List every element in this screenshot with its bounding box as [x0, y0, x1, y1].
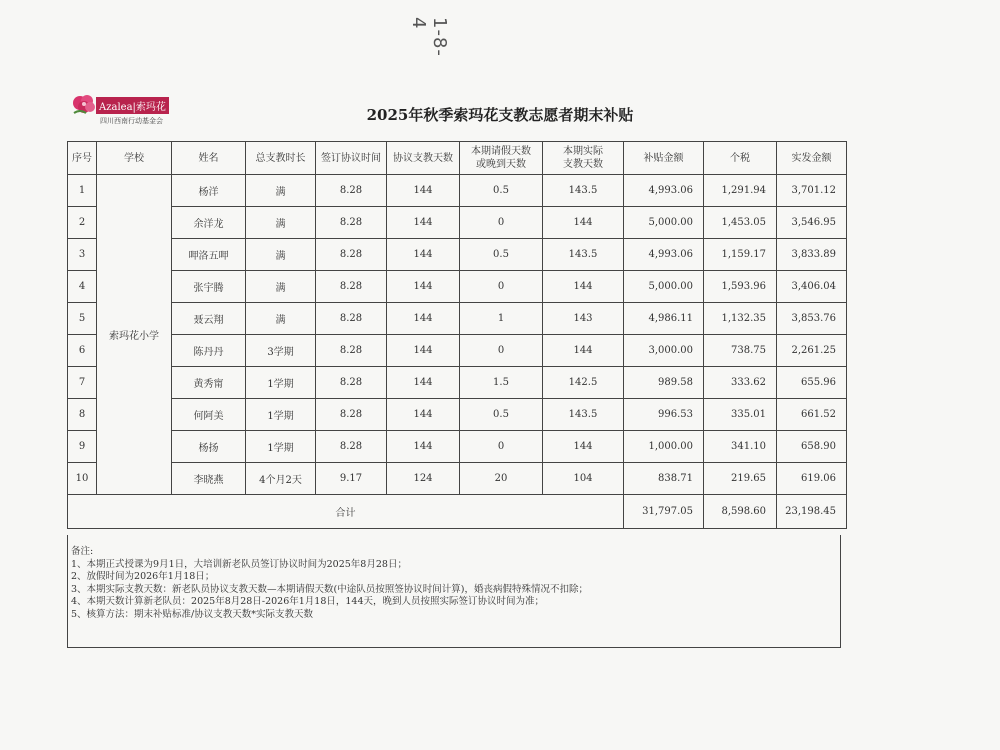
cell-leave-days: 1.5 [460, 367, 543, 399]
total-subsidy: 31,797.05 [624, 495, 704, 529]
cell-subsidy: 5,000.00 [624, 207, 704, 239]
cell-leave-days: 0.5 [460, 399, 543, 431]
cell-actual-days: 144 [543, 207, 624, 239]
cell-tax: 219.65 [704, 463, 777, 495]
cell-tax: 333.62 [704, 367, 777, 399]
cell-net: 3,546.95 [777, 207, 847, 239]
cell-agreed-days: 144 [387, 175, 460, 207]
cell-actual-days: 143.5 [543, 239, 624, 271]
cell-agreed-days: 144 [387, 399, 460, 431]
cell-subsidy: 5,000.00 [624, 271, 704, 303]
cell-net: 3,853.76 [777, 303, 847, 335]
logo-text: Azalea|索玛花 [96, 97, 169, 114]
cell-duration: 4个月2天 [246, 463, 316, 495]
table-header-cell: 姓名 [172, 142, 246, 175]
cell-name: 张宇腾 [172, 271, 246, 303]
table-row [68, 335, 847, 367]
cell-agreed-days: 144 [387, 431, 460, 463]
row-number: 5 [68, 303, 97, 335]
cell-duration: 1学期 [246, 431, 316, 463]
logo-name-en: Azalea [99, 101, 133, 113]
table-row [68, 463, 847, 495]
cell-tax: 738.75 [704, 335, 777, 367]
table-row [68, 271, 847, 303]
cell-name: 何阿美 [172, 399, 246, 431]
cell-sign-date: 8.28 [316, 175, 387, 207]
cell-actual-days: 143.5 [543, 399, 624, 431]
cell-sign-date: 8.28 [316, 239, 387, 271]
cell-duration: 满 [246, 239, 316, 271]
row-number: 6 [68, 335, 97, 367]
cell-name: 李晓燕 [172, 463, 246, 495]
table-header-cell: 序号 [68, 142, 97, 175]
subsidy-table [67, 141, 847, 529]
cell-agreed-days: 144 [387, 367, 460, 399]
cell-leave-days: 0.5 [460, 175, 543, 207]
note-line: 4、本期天数计算新老队员：2025年8月28日-2026年1月18日，144天，晚到人员按照实际签订协议时间为准； [71, 596, 545, 608]
cell-duration: 满 [246, 303, 316, 335]
cell-duration: 满 [246, 175, 316, 207]
total-label: 合计 [68, 495, 624, 529]
cell-duration: 满 [246, 271, 316, 303]
table-header-row [68, 142, 847, 175]
row-number: 10 [68, 463, 97, 495]
cell-sign-date: 8.28 [316, 399, 387, 431]
cell-duration: 1学期 [246, 399, 316, 431]
cell-net: 3,701.12 [777, 175, 847, 207]
cell-net: 3,833.89 [777, 239, 847, 271]
cell-name: 陈丹丹 [172, 335, 246, 367]
cell-actual-days: 144 [543, 271, 624, 303]
cell-tax: 335.01 [704, 399, 777, 431]
total-tax: 8,598.60 [704, 495, 777, 529]
logo-name-cn: 索玛花 [135, 101, 166, 113]
cell-net: 2,261.25 [777, 335, 847, 367]
cell-name: 余洋龙 [172, 207, 246, 239]
table-row [68, 239, 847, 271]
school-cell: 索玛花小学 [97, 175, 172, 495]
cell-name: 聂云翔 [172, 303, 246, 335]
cell-tax: 1,593.96 [704, 271, 777, 303]
cell-subsidy: 1,000.00 [624, 431, 704, 463]
table-row [68, 207, 847, 239]
row-number: 7 [68, 367, 97, 399]
cell-name: 黄秀甯 [172, 367, 246, 399]
cell-leave-days: 0.5 [460, 239, 543, 271]
cell-leave-days: 0 [460, 335, 543, 367]
notes-section [67, 535, 841, 648]
cell-tax: 1,159.17 [704, 239, 777, 271]
cell-net: 655.96 [777, 367, 847, 399]
table-header-cell: 个税 [704, 142, 777, 175]
cell-agreed-days: 144 [387, 271, 460, 303]
table-header-cell: 协议支教天数 [387, 142, 460, 175]
cell-subsidy: 4,993.06 [624, 175, 704, 207]
cell-tax: 1,291.94 [704, 175, 777, 207]
table-header-cell: 本期实际 支教天数 [543, 142, 624, 175]
cell-duration: 3学期 [246, 335, 316, 367]
cell-net: 661.52 [777, 399, 847, 431]
total-row [68, 495, 847, 529]
cell-leave-days: 0 [460, 271, 543, 303]
cell-sign-date: 8.28 [316, 207, 387, 239]
cell-subsidy: 989.58 [624, 367, 704, 399]
table-header-cell: 学校 [97, 142, 172, 175]
cell-actual-days: 143 [543, 303, 624, 335]
notes-heading: 备注: [71, 546, 94, 557]
table-header-cell: 补贴金额 [624, 142, 704, 175]
cell-duration: 1学期 [246, 367, 316, 399]
cell-agreed-days: 144 [387, 239, 460, 271]
row-number: 9 [68, 431, 97, 463]
cell-name: 杨扬 [172, 431, 246, 463]
logo-subtitle: 四川西南行动基金会 [100, 117, 163, 125]
cell-sign-date: 9.17 [316, 463, 387, 495]
cell-sign-date: 8.28 [316, 367, 387, 399]
row-number: 1 [68, 175, 97, 207]
note-line: 1、本期正式授课为9月1日，大培训新老队员签订协议时间为2025年8月28日； [71, 558, 407, 570]
table-row [68, 175, 847, 207]
cell-net: 658.90 [777, 431, 847, 463]
cell-tax: 341.10 [704, 431, 777, 463]
cell-name: 杨洋 [172, 175, 246, 207]
table-header-cell: 实发金额 [777, 142, 847, 175]
cell-sign-date: 8.28 [316, 271, 387, 303]
cell-agreed-days: 144 [387, 207, 460, 239]
cell-subsidy: 996.53 [624, 399, 704, 431]
cell-subsidy: 3,000.00 [624, 335, 704, 367]
cell-actual-days: 144 [543, 431, 624, 463]
table-row [68, 431, 847, 463]
table-row [68, 399, 847, 431]
total-net: 23,198.45 [777, 495, 847, 529]
cell-net: 3,406.04 [777, 271, 847, 303]
row-number: 4 [68, 271, 97, 303]
cell-agreed-days: 124 [387, 463, 460, 495]
cell-leave-days: 1 [460, 303, 543, 335]
cell-sign-date: 8.28 [316, 303, 387, 335]
cell-sign-date: 8.28 [316, 431, 387, 463]
cell-actual-days: 143.5 [543, 175, 624, 207]
table-row [68, 367, 847, 399]
row-number: 3 [68, 239, 97, 271]
cell-tax: 1,132.35 [704, 303, 777, 335]
cell-actual-days: 104 [543, 463, 624, 495]
row-number: 2 [68, 207, 97, 239]
cell-subsidy: 4,993.06 [624, 239, 704, 271]
cell-name: 呷洛五呷 [172, 239, 246, 271]
handwritten-note: 1-8-4 [408, 17, 450, 57]
note-line: 3、本期实际支教天数：新老队员协议支教天数—本期请假天数(中途队员按照签协议时间计算)，婚丧病假特殊情况不扣除； [71, 583, 588, 595]
cell-subsidy: 838.71 [624, 463, 704, 495]
cell-actual-days: 142.5 [543, 367, 624, 399]
cell-agreed-days: 144 [387, 303, 460, 335]
note-line: 5、核算方法：期末补贴标准/协议支教天数*实际支教天数 [71, 608, 313, 620]
cell-leave-days: 20 [460, 463, 543, 495]
note-line: 2、放假时间为2026年1月18日； [71, 571, 215, 583]
cell-tax: 1,453.05 [704, 207, 777, 239]
cell-duration: 满 [246, 207, 316, 239]
cell-subsidy: 4,986.11 [624, 303, 704, 335]
cell-sign-date: 8.28 [316, 335, 387, 367]
table-header-cell: 签订协议时间 [316, 142, 387, 175]
table-row [68, 303, 847, 335]
cell-leave-days: 0 [460, 207, 543, 239]
cell-net: 619.06 [777, 463, 847, 495]
document-title: 2025年秋季索玛花支教志愿者期末补贴 [366, 106, 634, 124]
table-header-cell: 本期请假天数 或晚到天数 [460, 142, 543, 175]
table-header-cell: 总支教时长 [246, 142, 316, 175]
cell-agreed-days: 144 [387, 335, 460, 367]
cell-leave-days: 0 [460, 431, 543, 463]
row-number: 8 [68, 399, 97, 431]
cell-actual-days: 144 [543, 335, 624, 367]
